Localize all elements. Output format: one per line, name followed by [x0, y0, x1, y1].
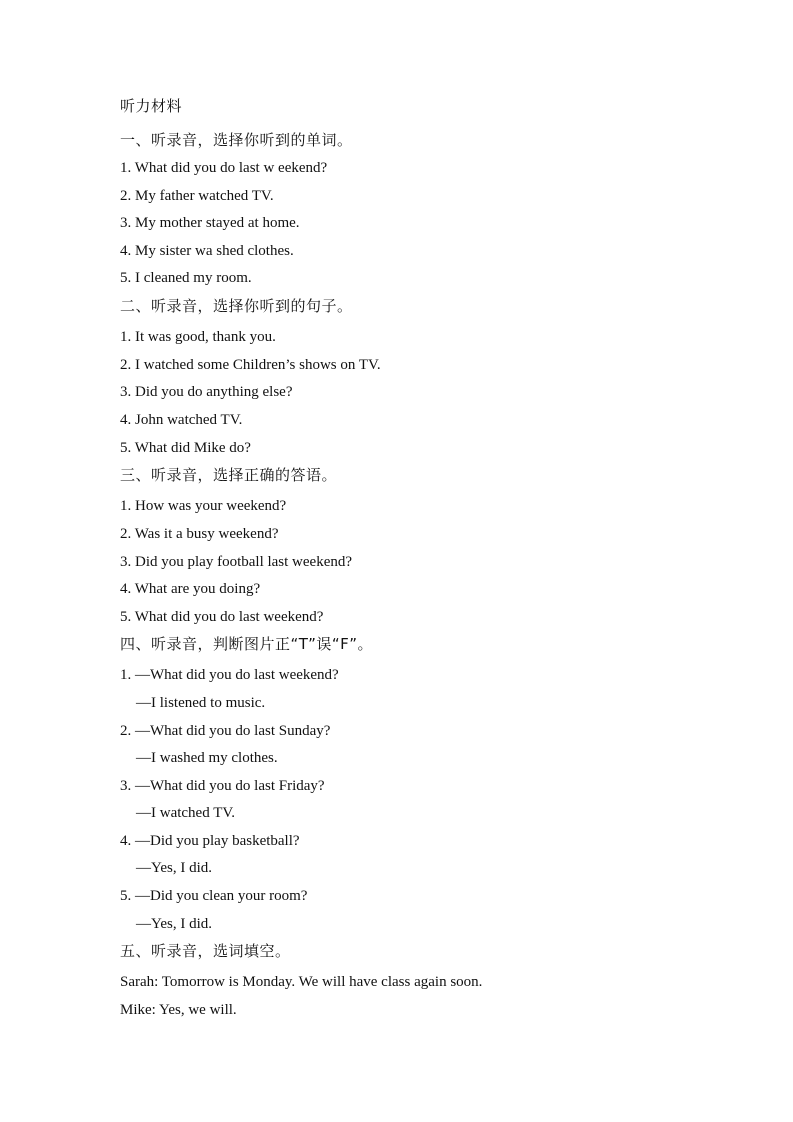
list-item: 5. What did you do last weekend?	[120, 609, 324, 625]
dialogue-response: —I washed my clothes.	[136, 750, 278, 766]
list-item: 1. What did you do last w eekend?	[120, 160, 328, 176]
section-heading: 听力材料	[120, 97, 183, 115]
dialogue-response: —I watched TV.	[136, 805, 236, 821]
section-heading: 二、听录音，选择你听到的句子。	[120, 297, 353, 315]
section-heading: 五、听录音，选词填空。	[120, 942, 291, 960]
list-item: 3. Did you play football last weekend?	[120, 554, 353, 570]
list-item: 4. —Did you play basketball?	[120, 833, 300, 849]
list-item: 4. What are you doing?	[120, 581, 261, 597]
section-heading: 三、听录音，选择正确的答语。	[120, 466, 338, 484]
list-item: 2. My father watched TV.	[120, 188, 274, 204]
list-item: 4. My sister wa shed clothes.	[120, 243, 294, 259]
list-item: 4. John watched TV.	[120, 412, 243, 428]
dialogue-response: —Yes, I did.	[136, 916, 212, 932]
list-item: 2. —What did you do last Sunday?	[120, 723, 331, 739]
list-item: 1. How was your weekend?	[120, 498, 287, 514]
list-item: 3. —What did you do last Friday?	[120, 778, 325, 794]
dialogue-response: —Yes, I did.	[136, 860, 212, 876]
list-item: 5. What did Mike do?	[120, 440, 251, 456]
section-heading: 四、听录音，判断图片正“T”误“F”。	[120, 635, 374, 653]
list-item: 1. —What did you do last weekend?	[120, 667, 339, 683]
list-item: 3. Did you do anything else?	[120, 384, 293, 400]
dialogue-response: —I listened to music.	[136, 695, 266, 711]
section-heading: 一、听录音，选择你听到的单词。	[120, 131, 353, 149]
list-item: Mike: Yes, we will.	[120, 1002, 237, 1018]
list-item: 3. My mother stayed at home.	[120, 215, 300, 231]
list-item: 2. Was it a busy weekend?	[120, 526, 279, 542]
list-item: 5. —Did you clean your room?	[120, 888, 308, 904]
list-item: Sarah: Tomorrow is Monday. We will have class again soon.	[120, 974, 483, 990]
list-item: 5. I cleaned my room.	[120, 270, 252, 286]
list-item: 2. I watched some Children’s shows on TV.	[120, 357, 381, 373]
list-item: 1. It was good, thank you.	[120, 329, 276, 345]
